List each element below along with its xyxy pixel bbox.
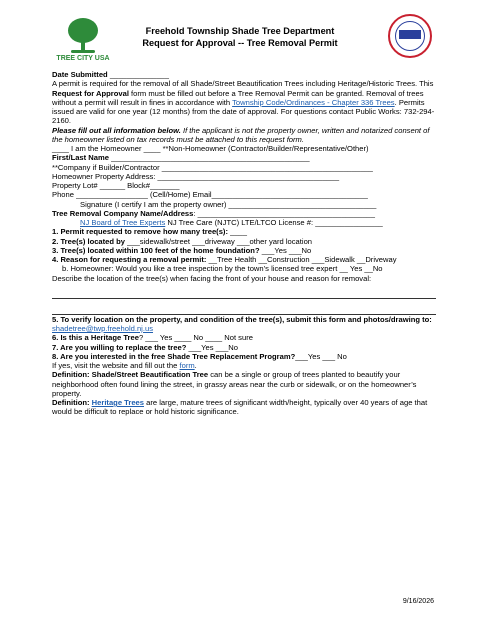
- tree-company-row: [52, 209, 436, 218]
- title-line-2: Request for Approval -- Tree Removal Permit: [142, 37, 338, 48]
- footer-date: 9/16/2026: [402, 598, 434, 605]
- form-link[interactable]: form: [179, 361, 195, 370]
- question-1-field[interactable]: ____: [227, 227, 247, 237]
- describe-line-2[interactable]: [52, 304, 436, 315]
- question-6-label: 6. Is this a Heritage Tree: [52, 333, 139, 343]
- date-submitted-row: [52, 70, 436, 79]
- instructions-bold: Please fill out all information below.: [52, 125, 181, 135]
- company-row[interactable]: **Company if Builder/Contractor __________________________________________________: [52, 162, 373, 172]
- name-label: First/Last Name: [52, 153, 109, 163]
- license-field[interactable]: NJ Tree Care (NJTC) LTE/LTCO License #: ________________: [165, 218, 383, 227]
- question-7-options[interactable]: ___Yes ___No: [186, 342, 238, 352]
- question-2-options[interactable]: ___sidewalk/street ___driveway ___other yard location: [125, 236, 313, 246]
- seal-band-icon: [399, 30, 421, 39]
- intro-text-1: A permit is required for the removal of all Shade/Street Beautification Trees including Heritage/Historic Trees. This: [52, 79, 434, 89]
- describe-label: Describe the location of the tree(s) when facing the front of your house and reason for removal:: [52, 273, 372, 283]
- question-3: [52, 246, 436, 255]
- name-row: [52, 153, 436, 162]
- question-1: [52, 227, 436, 236]
- heritage-trees-link[interactable]: Heritage Trees: [91, 398, 144, 407]
- question-6-options[interactable]: ? ___ Yes ____ No ____ Not sure: [138, 333, 253, 343]
- date-submitted-label: Date Submitted: [52, 70, 108, 79]
- name-field[interactable]: _______________________________________________: [108, 153, 310, 163]
- intro-text-3: . Permits issued are valid for one year (12 months) from the date of approval. For questions contact Public Works: 732-294-2160.: [52, 97, 435, 126]
- question-2: [52, 237, 436, 246]
- date-submitted-field[interactable]: ______________: [109, 70, 169, 79]
- question-8: [52, 352, 436, 361]
- question-5-label: 5. To verify location on the property, and condition of the tree(s), submit this form and photos/drawing to:: [52, 314, 432, 324]
- question-8-note-end: .: [194, 361, 197, 370]
- question-4-options[interactable]: __Tree Health __Construction ___Sidewalk __Driveway: [206, 255, 397, 264]
- tree-company-label: Tree Removal Company Name/Address: [52, 208, 194, 218]
- board-of-tree-experts-link[interactable]: NJ Board of Tree Experts: [80, 218, 166, 227]
- question-5: [52, 315, 436, 334]
- question-7-label: 7. Are you willing to replace the tree?: [52, 342, 187, 352]
- definition-heritage-label: Definition:: [52, 398, 92, 407]
- question-8-note: [52, 361, 436, 370]
- license-row: [52, 218, 436, 227]
- intro-paragraph: [52, 79, 436, 125]
- township-code-link[interactable]: Township Code/Ordinances - Chapter 336 Trees: [232, 97, 395, 107]
- intro-text-2: form must be filled out before a Tree Removal Permit can be granted. Removal of trees without a permit will result in fines in accordance with: [52, 88, 424, 107]
- definition-shade-label: Definition: Shade/Street Beautification Tree: [52, 370, 209, 380]
- question-4-label: 4. Reason for requesting a removal permit:: [52, 255, 207, 264]
- question-7: [52, 343, 436, 352]
- question-8-options[interactable]: ___Yes ___ No: [295, 351, 347, 361]
- question-8-label: 8. Are you interested in the free Shade Tree Replacement Program?: [52, 351, 296, 361]
- title-line-1: Freehold Township Shade Tree Department: [145, 26, 335, 36]
- question-3-options[interactable]: ___Yes ___No: [259, 245, 312, 255]
- page-title: [80, 26, 400, 49]
- instructions: [52, 126, 436, 145]
- definition-heritage-tree: [52, 398, 436, 417]
- intro-bold: Request for Approval: [52, 88, 129, 98]
- email-link[interactable]: shadetree@twp.freehold.nj.us: [52, 324, 154, 333]
- definition-shade-tree: [52, 370, 436, 398]
- question-4: [52, 255, 436, 264]
- question-6: [52, 333, 436, 342]
- logo-caption: TREE CITY USA: [56, 55, 110, 62]
- tree-company-field[interactable]: : __________________________________________: [193, 208, 375, 218]
- definition-shade-text: can be a single or group of trees planted to beautify your neighborhood often found lining the street, in grassy areas near the curb or sidewalk, or on the homeowner’s property.: [52, 370, 417, 398]
- question-4b[interactable]: b. Homeowner: Would you like a tree inspection by the town’s licensed tree expert __ Yes __No: [62, 264, 383, 274]
- lot-block-row[interactable]: Property Lot# ______ Block#_______: [52, 181, 180, 190]
- signature-row[interactable]: Signature (I certify I am the property owner) ___________________________________: [80, 199, 377, 209]
- instructions-text: If the applicant is not the property owner, written and notarized consent of the homeowner listed on tax records must be attached to this request form.: [52, 125, 430, 144]
- question-3-label: 3. Tree(s) located within 100 feet of the home foundation?: [52, 245, 260, 255]
- question-8-note-text: If yes, visit the website and fill out the: [52, 361, 180, 370]
- question-2-label: 2. Tree(s) located by: [52, 236, 126, 246]
- question-1-label: 1. Permit requested to remove how many tree(s):: [52, 227, 228, 237]
- definition-heritage-text: are large, mature trees of significant width/height, typically over 40 years of age that would be difficult to replace or hold historic significance.: [52, 398, 428, 417]
- address-row[interactable]: Homeowner Property Address: ___________________________________________: [52, 171, 340, 181]
- describe-line-1[interactable]: [52, 288, 436, 299]
- phone-email-row[interactable]: Phone _________________ (Cell/Home) Email_____________________________________: [52, 190, 368, 200]
- owner-type-row[interactable]: ____ I am the Homeowner ____ **Non-Homeowner (Contractor/Builder/Representative/Other): [52, 144, 369, 153]
- township-seal: [388, 14, 432, 58]
- form-body: [52, 70, 436, 417]
